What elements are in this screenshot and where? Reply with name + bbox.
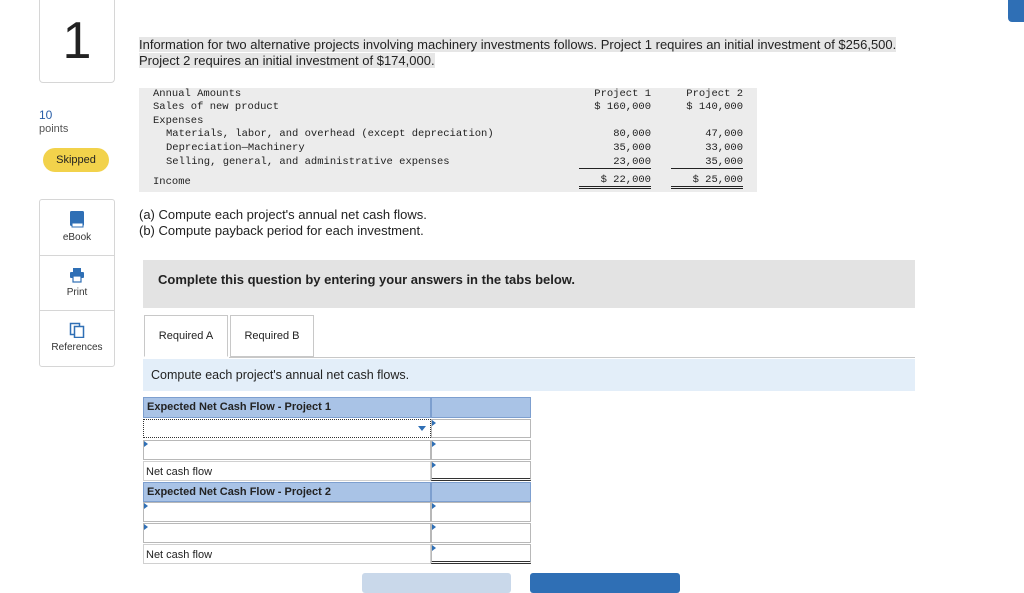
references-icon — [69, 322, 85, 338]
tab-label: Required B — [244, 330, 300, 342]
table-cell-p2: 35,000 — [671, 156, 743, 169]
input-marker-icon — [432, 524, 436, 530]
input-marker-icon — [144, 503, 148, 509]
input-marker-icon — [432, 545, 436, 551]
table-row-label: Expenses — [153, 115, 204, 127]
part-b: (b) Compute payback period for each investment. — [139, 223, 424, 238]
ebook-button[interactable] — [40, 200, 114, 255]
cash-flow-item-select[interactable] — [143, 523, 431, 543]
net-cash-flow-label: Net cash flow — [143, 544, 431, 564]
status-badge: Skipped — [43, 148, 109, 172]
print-button[interactable] — [40, 255, 114, 311]
amount-input[interactable] — [431, 502, 531, 522]
grid-header-cell — [431, 397, 531, 418]
question-number-box — [39, 0, 115, 83]
table-cell-p1: 80,000 — [613, 128, 651, 140]
grid-header-project-1: Expected Net Cash Flow - Project 1 — [143, 397, 431, 418]
table-cell-p1: $ 160,000 — [594, 101, 651, 113]
input-marker-icon — [432, 503, 436, 509]
tab-divider — [229, 357, 915, 358]
input-marker-icon — [144, 524, 148, 530]
book-icon — [69, 210, 85, 228]
table-row-label: Materials, labor, and overhead (except depreciation) — [166, 128, 494, 140]
table-row-label: Sales of new product — [153, 101, 280, 113]
chevron-down-icon — [418, 426, 426, 431]
question-parts — [139, 207, 427, 239]
tab-required-b[interactable] — [230, 315, 314, 357]
points-label: points — [39, 123, 69, 135]
net-cash-flow-input[interactable] — [431, 544, 531, 564]
grid-header-cell — [431, 482, 531, 502]
instruction-banner-text: Complete this question by entering your answers in the tabs below. — [158, 272, 576, 287]
table-row-label: Selling, general, and administrative expenses — [166, 156, 450, 168]
next-tab-button[interactable] — [530, 573, 680, 593]
amount-input[interactable] — [431, 440, 531, 460]
grid-header-project-2: Expected Net Cash Flow - Project 2 — [143, 482, 431, 502]
table-cell-p2: 47,000 — [705, 128, 743, 140]
table-row-label: Income — [153, 176, 191, 188]
question-number: 1 — [62, 12, 92, 70]
table-cell-p2: 33,000 — [705, 142, 743, 154]
table-col-project-1: Project 1 — [594, 88, 651, 100]
cash-flow-item-select[interactable] — [143, 502, 431, 522]
previous-tab-button[interactable] — [362, 573, 511, 593]
net-cash-flow-input[interactable] — [431, 461, 531, 481]
amount-input[interactable] — [431, 419, 531, 438]
table-cell-p2: $ 140,000 — [686, 101, 743, 113]
intro-line-2: Project 2 requires an initial investment of $174,000. — [139, 53, 435, 68]
input-marker-icon — [144, 441, 148, 447]
net-cash-flow-label: Net cash flow — [143, 461, 431, 481]
references-label: References — [51, 342, 103, 353]
table-cell-p1: 35,000 — [613, 142, 651, 154]
references-button[interactable] — [40, 310, 114, 366]
amount-input[interactable] — [431, 523, 531, 543]
input-marker-icon — [432, 420, 436, 426]
input-marker-icon — [432, 441, 436, 447]
ebook-label: eBook — [62, 232, 92, 243]
cash-flow-item-select[interactable] — [143, 419, 431, 438]
part-a: (a) Compute each project's annual net cash flows. — [139, 207, 427, 222]
input-marker-icon — [432, 462, 436, 468]
tab-label: Required A — [158, 330, 214, 342]
project-data-table — [139, 88, 757, 192]
table-row-label: Depreciation—Machinery — [166, 142, 305, 154]
table-cell-p1: 23,000 — [579, 156, 651, 169]
points-value: 10 — [39, 108, 53, 122]
corner-tab[interactable] — [1008, 0, 1024, 22]
tools-panel — [39, 199, 115, 367]
tab-required-a[interactable] — [144, 315, 228, 357]
cash-flow-item-select[interactable] — [143, 440, 431, 460]
print-label: Print — [66, 287, 88, 298]
table-col-project-2: Project 2 — [686, 88, 743, 100]
table-cell-p1: $ 22,000 — [579, 174, 651, 189]
tab-instruction-text: Compute each project's annual net cash flows. — [151, 368, 410, 382]
table-cell-p2: $ 25,000 — [671, 174, 743, 189]
printer-icon — [69, 267, 85, 283]
intro-line-1: Information for two alternative projects involving machinery investments follows. Project 1 requires an initial investment of $256,500. — [139, 37, 897, 52]
problem-intro — [139, 37, 981, 69]
table-header-label: Annual Amounts — [153, 88, 242, 100]
